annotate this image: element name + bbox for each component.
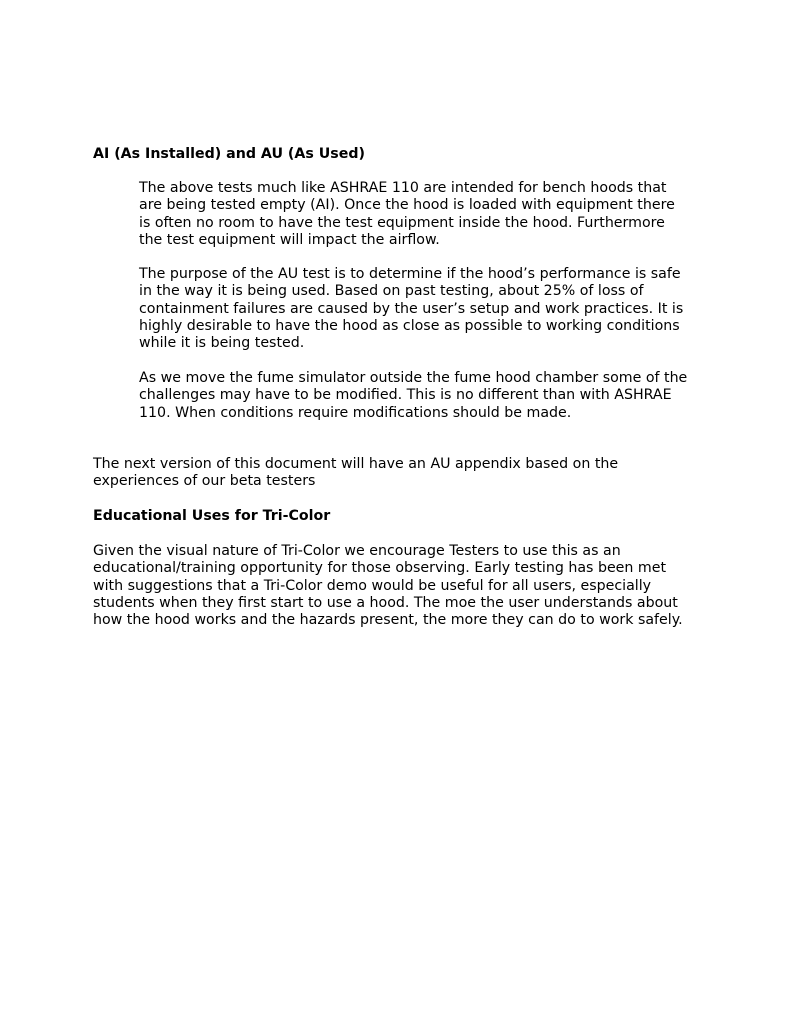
text-line: challenges may have to be modified. This is no different than with ASHRAE [139, 387, 672, 404]
text-line: is often no room to have the test equipment inside the hood. Furthermore [139, 214, 665, 231]
paragraph-au-purpose [139, 266, 683, 352]
paragraph-educational-uses [93, 543, 683, 629]
text-line: with suggestions that a Tri-Color demo would be useful for all users, especially [93, 577, 652, 594]
paragraph-ai-tests [139, 180, 675, 249]
text-line: As we move the fume simulator outside the fume hood chamber some of the [139, 370, 688, 386]
section-heading-ai-au: AI (As Installed) and AU (As Used) [93, 146, 366, 162]
text-line: Given the visual nature of Tri-Color we encourage Testers to use this as an [93, 543, 621, 559]
text-line: The purpose of the AU test is to determine if the hood’s performance is safe [139, 266, 681, 282]
paragraph-fume-simulator [139, 370, 687, 422]
text-line: The above tests much like ASHRAE 110 are intended for bench hoods that [139, 180, 667, 196]
paragraph-next-version-note [93, 456, 618, 491]
text-line: students when they first start to use a hood. The moe the user understands about [93, 594, 678, 611]
text-line: highly desirable to have the hood as close as possible to working conditions [139, 317, 680, 334]
text-line: while it is being tested. [139, 335, 305, 352]
text-line: containment failures are caused by the user’s setup and work practices. It is [139, 300, 684, 317]
text-line: the test equipment will impact the airflow. [139, 231, 440, 248]
section-heading-educational-uses: Educational Uses for Tri-Color [93, 508, 331, 524]
text-line: The next version of this document will have an AU appendix based on the [93, 456, 619, 472]
text-line: experiences of our beta testers [93, 473, 316, 490]
text-line: in the way it is being used. Based on past testing, about 25% of loss of [139, 283, 644, 300]
text-line: educational/training opportunity for those observing. Early testing has been met [93, 560, 667, 577]
text-line: how the hood works and the hazards present, the more they can do to work safely. [93, 612, 683, 629]
text-line: are being tested empty (AI). Once the hood is loaded with equipment there [139, 197, 675, 214]
text-line: 110. When conditions require modifications should be made. [139, 404, 572, 421]
